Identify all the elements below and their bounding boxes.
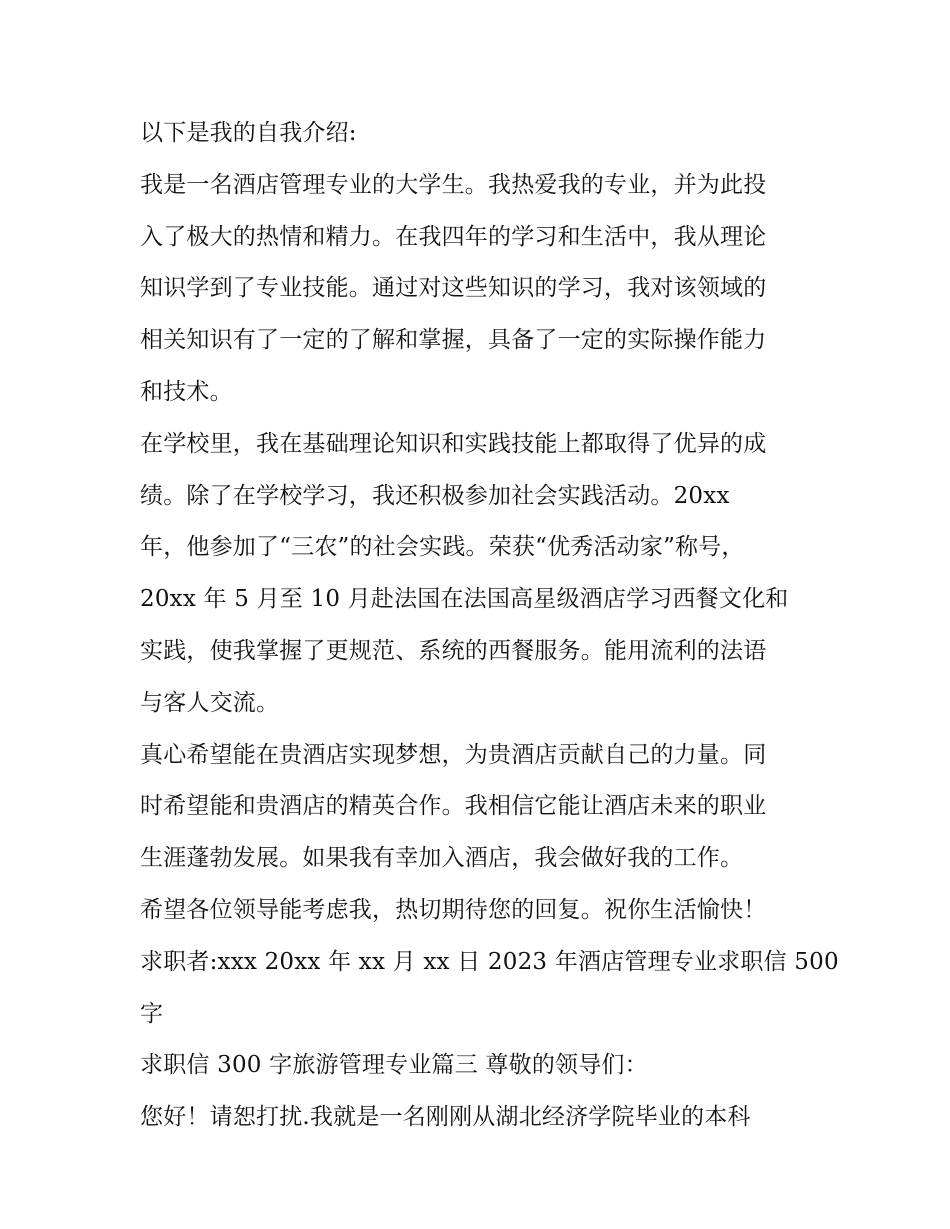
text-line: 实践，使我掌握了更规范、系统的西餐服务。能用流利的法语 — [140, 637, 767, 664]
text-line: 您好！请恕打扰.我就是一名刚刚从湖北经济学院毕业的本科 — [140, 1104, 751, 1131]
text-line: 与客人交流。 — [140, 689, 280, 716]
text-line: 绩。除了在学校学习，我还积极参加社会实践活动。20xx — [140, 482, 730, 509]
text-line: 真心希望能在贵酒店实现梦想，为贵酒店贡献自己的力量。同 — [140, 741, 767, 768]
text-line: 以下是我的自我介绍: — [140, 120, 357, 146]
text-line: 时希望能和贵酒店的精英合作。我相信它能让酒店未来的职业 — [140, 793, 767, 820]
text-line: 知识学到了专业技能。通过对这些知识的学习，我对该领域的 — [140, 275, 767, 302]
text-line: 年，他参加了“三农”的社会实践。荣获“优秀活动家”称号， — [140, 534, 745, 561]
text-line: 入了极大的热情和精力。在我四年的学习和生活中，我从理论 — [140, 223, 767, 250]
text-line: 20xx 年 5 月至 10 月赴法国在法国高星级酒店学习西餐文化和 — [140, 586, 789, 613]
text-line: 希望各位领导能考虑我，热切期待您的回复。祝你生活愉快！ — [140, 896, 767, 923]
text-line: 我是一名酒店管理专业的大学生。我热爱我的专业，并为此投 — [140, 171, 767, 198]
text-line: 求职者:xxx 20xx 年 xx 月 xx 日 2023 年酒店管理专业求职信 500 — [140, 948, 839, 975]
text-line: 在学校里，我在基础理论知识和实践技能上都取得了优异的成 — [140, 430, 767, 457]
text-line: 和技术。 — [140, 378, 233, 405]
text-line: 字 — [140, 1000, 164, 1027]
text-line: 求职信 300 字旅游管理专业篇三 尊敬的领导们： — [140, 1052, 648, 1079]
text-line: 生涯蓬勃发展。如果我有幸加入酒店，我会做好我的工作。 — [140, 845, 744, 872]
letter-body — [140, 108, 839, 1144]
text-line: 相关知识有了一定的了解和掌握，具备了一定的实际操作能力 — [140, 327, 767, 354]
